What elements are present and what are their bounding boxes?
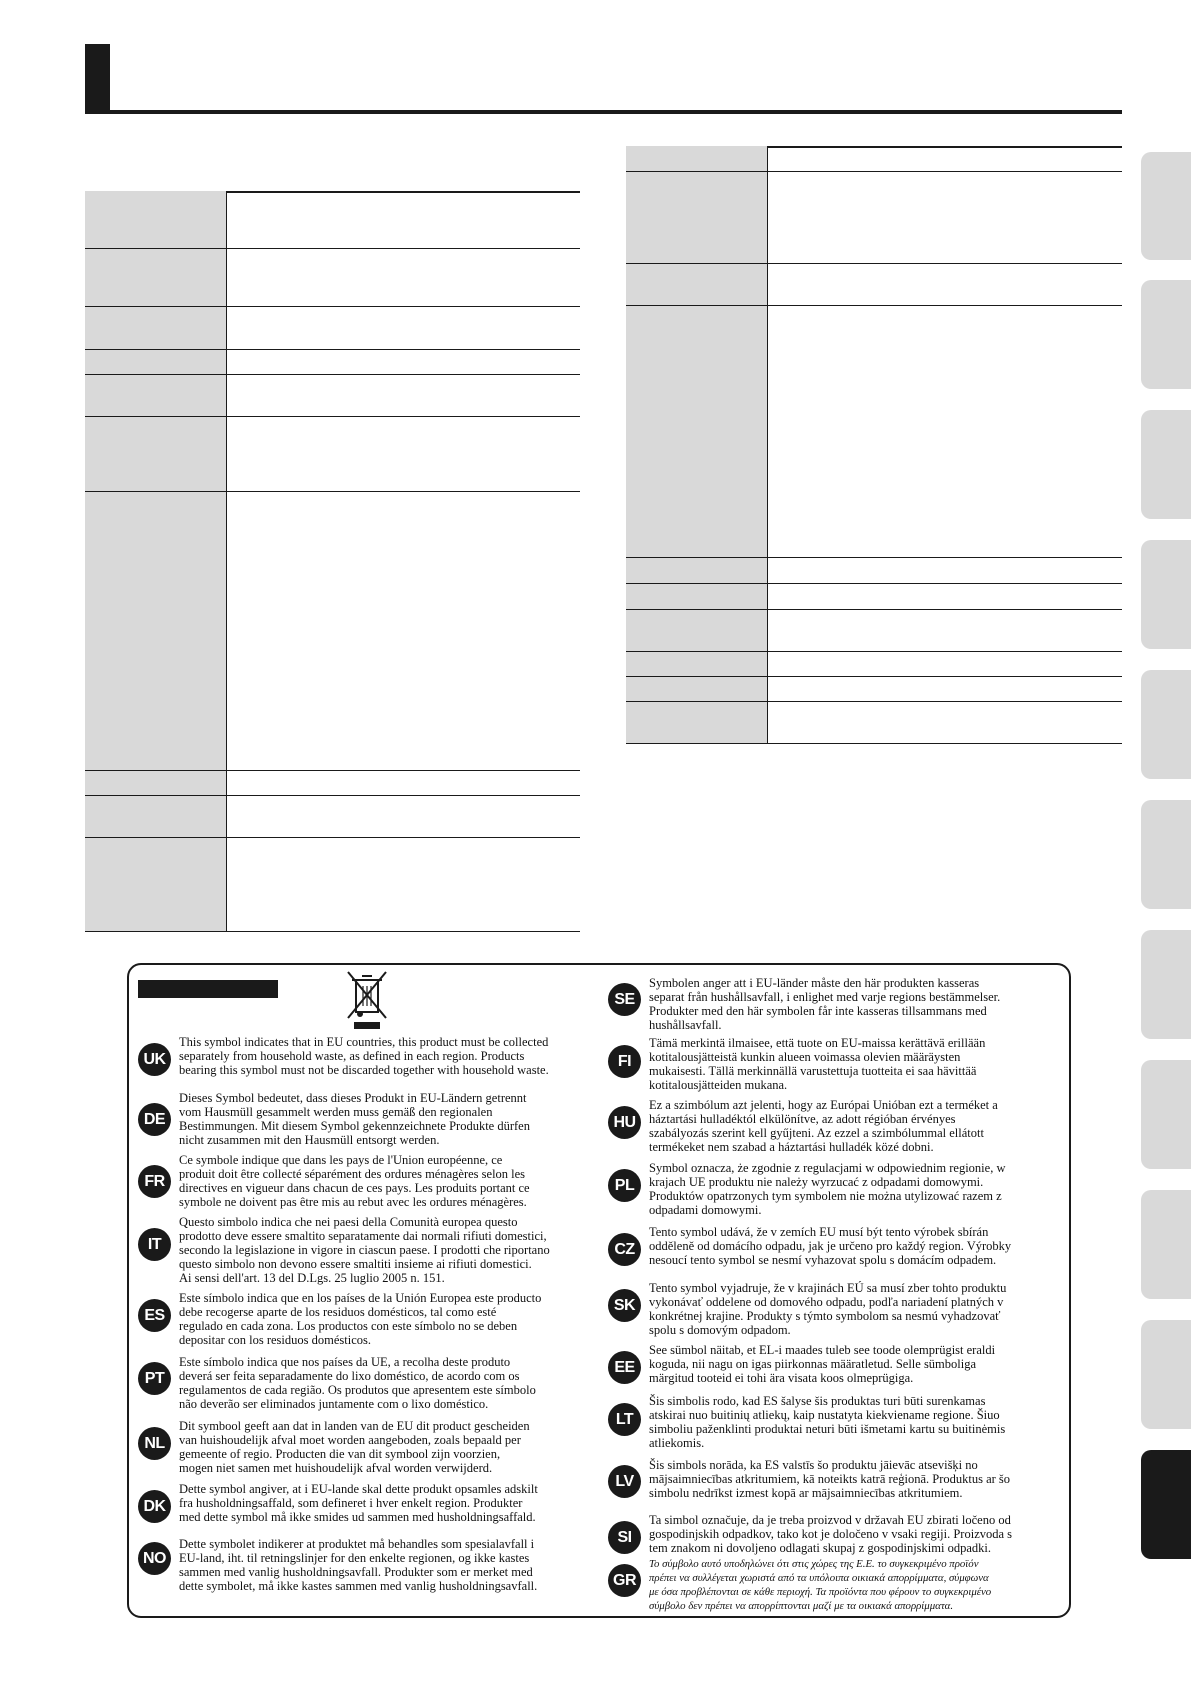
language-badge-se: SE (608, 983, 641, 1016)
language-badge-fi: FI (608, 1045, 641, 1078)
language-badge-lt: LT (608, 1403, 641, 1436)
language-badge-pt: PT (138, 1362, 171, 1395)
language-badge-sk: SK (608, 1289, 641, 1322)
table-row (85, 796, 580, 838)
notice-text-lv: Šis simbols norāda, ka ES valstīs šo produktu jāievāc atsevišķi no mājsaimniecības atkritumiem, kā noteikts katrā reģionā. Produktus ar šo simbolu nedrīkst izmest kopā ar mājsaimniecības atkritumiem. (649, 1458, 1011, 1500)
notice-text-lt: Šis simbolis rodo, kad ES šalyse šis produktas turi būti surenkamas atskirai nuo buitinių atliekų, kaip nustatyta kiekviename regione. Šiuo simboliu paženklinti produktai neturi būti išmetami kartu su buitinėmis atliekomis. (649, 1394, 1006, 1450)
thumb-tab[interactable] (1141, 1190, 1191, 1299)
notice-text-uk: This symbol indicates that in EU countries, this product must be collected separately from household waste, as defined in each region. Products bearing this symbol must not be discarded together with household waste. (179, 1035, 549, 1077)
table-row (626, 146, 1122, 172)
table-row (626, 584, 1122, 610)
language-badge-ee: EE (608, 1351, 641, 1384)
notice-text-ee: See sümbol näitab, et EL-i maades tuleb see toode olemprügist eraldi koguda, nii nagu on igas piirkonnas määratletud. Selle sümboliga märgitud tooteid ei tohi ära visata koos olmeprügiga. (649, 1343, 996, 1385)
language-badge-fr: FR (138, 1165, 171, 1198)
thumb-tab[interactable] (1141, 1320, 1191, 1429)
notice-text-nl: Dit symbool geeft aan dat in landen van de EU dit product gescheiden van huishoudelijk afval moet worden aangeboden, zoals bepaald per gemeente of regio. Producten die van dit symbool zijn voorzien, mogen niet samen met huishoudelijk afval worden verwijderd. (179, 1419, 530, 1475)
table-row (626, 558, 1122, 584)
notice-text-fr: Ce symbole indique que dans les pays de l'Union européenne, ce produit doit être collecté séparément des ordures ménagères selon les directives en vigueur dans chacun de ces pays. Les produits portant ce symbole ne doivent pas être mis au rebut avec les ordures ménagères. (179, 1153, 530, 1209)
notice-text-sk: Tento symbol vyjadruje, že v krajinách EÚ sa musí zber tohto produktu vykonávať oddelene od domového odpadu, podľa nariadení platných v konkrétnej krajine. Produkty s týmto symbolom sa nesmú vyhadzovať spolu s domovým odpadom. (649, 1281, 1007, 1337)
notice-text-cz: Tento symbol udává, že v zemích EU musí být tento výrobek sbírán odděleně od domácího odpadu, jak je určeno pro každý region. Výrobky nesoucí tento symbol se nesmí vyhazovat spolu s domácím odpadem. (649, 1225, 1012, 1267)
thumb-tab-active[interactable] (1141, 1450, 1191, 1559)
thumb-tab[interactable] (1141, 1060, 1191, 1169)
table-row (85, 492, 580, 771)
thumb-tab[interactable] (1141, 410, 1191, 519)
table-row (85, 350, 580, 375)
language-badge-es: ES (138, 1299, 171, 1332)
notice-text-fi: Tämä merkintä ilmaisee, että tuote on EU-maissa kerättävä erillään kotitalousjätteistä kunkin alueen voimassa olevien määräysten mukaisesti. Tällä merkinnällä varustettuja tuotteita ei saa hävittää kotitalousjätteiden mukana. (649, 1036, 986, 1092)
language-badge-gr: GR (608, 1564, 641, 1597)
notice-text-dk: Dette symbol angiver, at i EU-lande skal dette produkt opsamles adskilt fra husholdningsaffald, som defineret i hver enkelt region. Produkter med dette symbol må ikke smides ud sammen med husholdningsaffald. (179, 1482, 538, 1524)
notice-text-gr: Το σύμβολο αυτό υποδηλώνει ότι στις χώρες της Ε.Ε. το συγκεκριμένο προϊόν πρέπει να συλλέγεται χωριστά από τα υπόλοιπα οικιακά απορρίμματα, σύμφωνα με όσα προβλέπονται σε κάθε περιοχή. Τα προϊόντα που φέρουν το συγκεκριμένο σύμβολο δεν πρέπει να απορρίπτονται μαζί με τα οικιακά απορρίμματα. (649, 1558, 992, 1612)
table-row (85, 838, 580, 932)
notice-text-it: Questo simbolo indica che nei paesi della Comunità europea questo prodotto deve essere smaltito separatamente dai normali rifiuti domestici, secondo la legislazione in vigore in ciascun paese. I prodotti che riportano questo simbolo non devono essere smaltiti insieme ai rifiuti domestici. Ai sensi dell'art. 13 del D.Lgs. 25 luglio 2005 n. 151. (179, 1215, 550, 1285)
section-header-block (85, 44, 110, 113)
language-badge-nl: NL (138, 1427, 171, 1460)
table-row (626, 652, 1122, 677)
notice-text-hu: Ez a szimbólum azt jelenti, hogy az Európai Unióban ezt a terméket a háztartási hulladéktól elkülönítve, az adott régióban érvényes szabályozás szerint kell gyűjteni. Az ezzel a szimbólummal ellátott termékeket nem szabad a háztartási hulladék közé dobni. (649, 1098, 998, 1154)
language-badge-no: NO (138, 1542, 171, 1575)
notice-text-pt: Este símbolo indica que nos países da UE, a recolha deste produto deverá ser feita separadamente do lixo doméstico, de acordo com os regulamentos de cada região. Os produtos que apresentem este símbolo não deverão ser eliminados juntamente com o lixo doméstico. (179, 1355, 536, 1411)
table-row (626, 306, 1122, 558)
thumb-tab[interactable] (1141, 280, 1191, 389)
language-badge-hu: HU (608, 1106, 641, 1139)
thumb-tab[interactable] (1141, 800, 1191, 909)
notice-text-es: Este símbolo indica que en los países de la Unión Europea este producto debe recogerse aparte de los residuos domésticos, tal como esté regulado en cada zona. Los productos con este símbolo no se deben depositar con los residuos domésticos. (179, 1291, 542, 1347)
notice-text-si: Ta simbol označuje, da je treba proizvod v državah EU zbirati ločeno od gospodinjskih odpadkov, tako kot je določeno v vsaki regiji. Proizvoda s tem znakom ni dovoljeno odlagati skupaj z gospodinjskimi odpadki. (649, 1513, 1013, 1555)
table-row (85, 417, 580, 492)
table-row (626, 702, 1122, 744)
notice-text-pl: Symbol oznacza, że zgodnie z regulacjami w odpowiednim regionie, w krajach UE produktu nie należy wyrzucać z odpadami domowymi. Produktów opatrzonych tym symbolem nie można utylizować razem z odpadami domowymi. (649, 1161, 1006, 1217)
section-header-rule (85, 110, 1122, 114)
table-row (626, 264, 1122, 306)
thumb-tab[interactable] (1141, 152, 1191, 260)
thumb-tab[interactable] (1141, 670, 1191, 779)
thumb-tab[interactable] (1141, 930, 1191, 1039)
notice-text-no: Dette symbolet indikerer at produktet må behandles som spesialavfall i EU-land, iht. til retningslinjer for den enkelte regionen, og ikke kastes sammen med vanlig husholdningsavfall. Produkter som er merket med dette symbolet, må ikke kastes sammen med vanlig husholdningsavfall. (179, 1537, 538, 1593)
table-row (626, 677, 1122, 702)
table-row (85, 375, 580, 417)
table-row (626, 172, 1122, 264)
thumb-tab[interactable] (1141, 540, 1191, 649)
language-badge-de: DE (138, 1103, 171, 1136)
language-badge-pl: PL (608, 1169, 641, 1202)
language-badge-it: IT (138, 1228, 171, 1261)
language-badge-cz: CZ (608, 1233, 641, 1266)
notice-text-se: Symbolen anger att i EU-länder måste den här produkten kasseras separat från hushållsavfall, i enlighet med varje regions bestämmelser. Produkter med den här symbolen får inte kasseras tillsammans med hushållsavfall. (649, 976, 1001, 1032)
spec-table-left (85, 191, 580, 934)
notice-text-de: Dieses Symbol bedeutet, dass dieses Produkt in EU-Ländern getrennt vom Hausmüll gesammelt werden muss gemäß den regionalen Bestimmungen. Mit diesem Symbol gekennzeichnete Produkte dürfen nicht zusammen mit den Hausmüll entsorgt werden. (179, 1091, 530, 1147)
table-row (85, 191, 580, 249)
table-row (626, 610, 1122, 652)
table-row (85, 249, 580, 307)
crossed-out-wheelie-bin-icon (342, 970, 392, 1030)
weee-title-bar (138, 980, 278, 998)
language-badge-dk: DK (138, 1490, 171, 1523)
language-badge-lv: LV (608, 1465, 641, 1498)
table-row (85, 771, 580, 796)
language-badge-uk: UK (138, 1043, 171, 1076)
table-row (85, 307, 580, 350)
language-badge-si: SI (608, 1521, 641, 1554)
spec-table-right (626, 146, 1122, 746)
